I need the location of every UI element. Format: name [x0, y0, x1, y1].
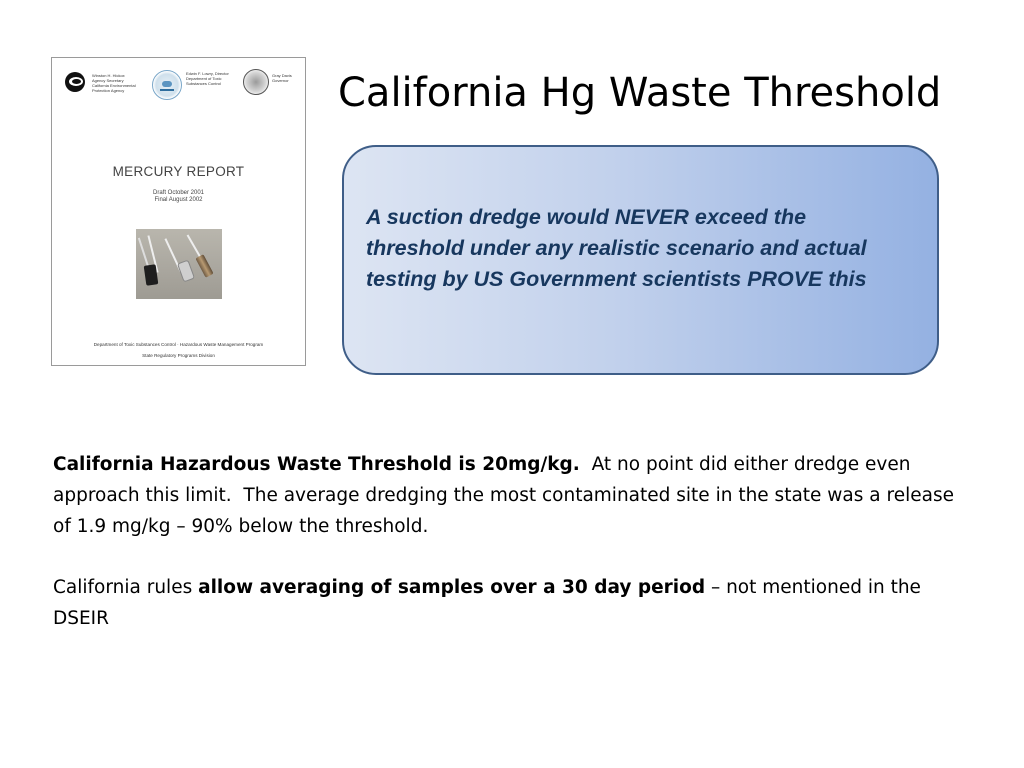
- report-header-center: Edwin F. Lowry, Director Department of Toxic Substances Control: [186, 71, 229, 86]
- callout-box: [342, 145, 939, 375]
- calepa-logo-icon: [65, 72, 85, 92]
- averaging-intro: California rules: [53, 577, 199, 598]
- report-dates: Draft October 2001 Final August 2002: [152, 190, 205, 203]
- averaging-paragraph: [53, 572, 973, 634]
- report-title: MERCURY REPORT: [112, 164, 245, 179]
- body-text: [53, 449, 973, 634]
- callout-text: A suction dredge would NEVER exceed the threshold under any realistic scenario and actual testing by US Government scientists PROVE this: [366, 205, 867, 291]
- dtsc-seal-icon: [152, 70, 182, 100]
- averaging-note: – not mentioned in the DSEIR: [53, 577, 927, 629]
- report-header-left: Winston H. Hickox Agency Secretary California Environmental Protection Agency: [92, 73, 136, 93]
- mercury-devices-photo: [136, 229, 222, 299]
- report-footer: Department of Toxic Substances Control · Hazardous Waste Management Program State Regulatory Programs Division: [93, 342, 264, 358]
- threshold-paragraph: [53, 449, 973, 542]
- report-header-right: Gray Davis Governor: [272, 73, 292, 83]
- threshold-statement: California Hazardous Waste Threshold is 20mg/kg.: [53, 454, 580, 475]
- averaging-rule: allow averaging of samples over a 30 day period: [198, 577, 706, 598]
- mercury-report-cover: [51, 57, 306, 366]
- threshold-detail: At no point did either dredge even approach this limit. The average dredging the most contaminated site in the state was a release of 1.9 mg/kg – 90% below the threshold.: [53, 454, 960, 537]
- california-seal-icon: [243, 69, 269, 95]
- slide-title: California Hg Waste Threshold: [338, 70, 942, 116]
